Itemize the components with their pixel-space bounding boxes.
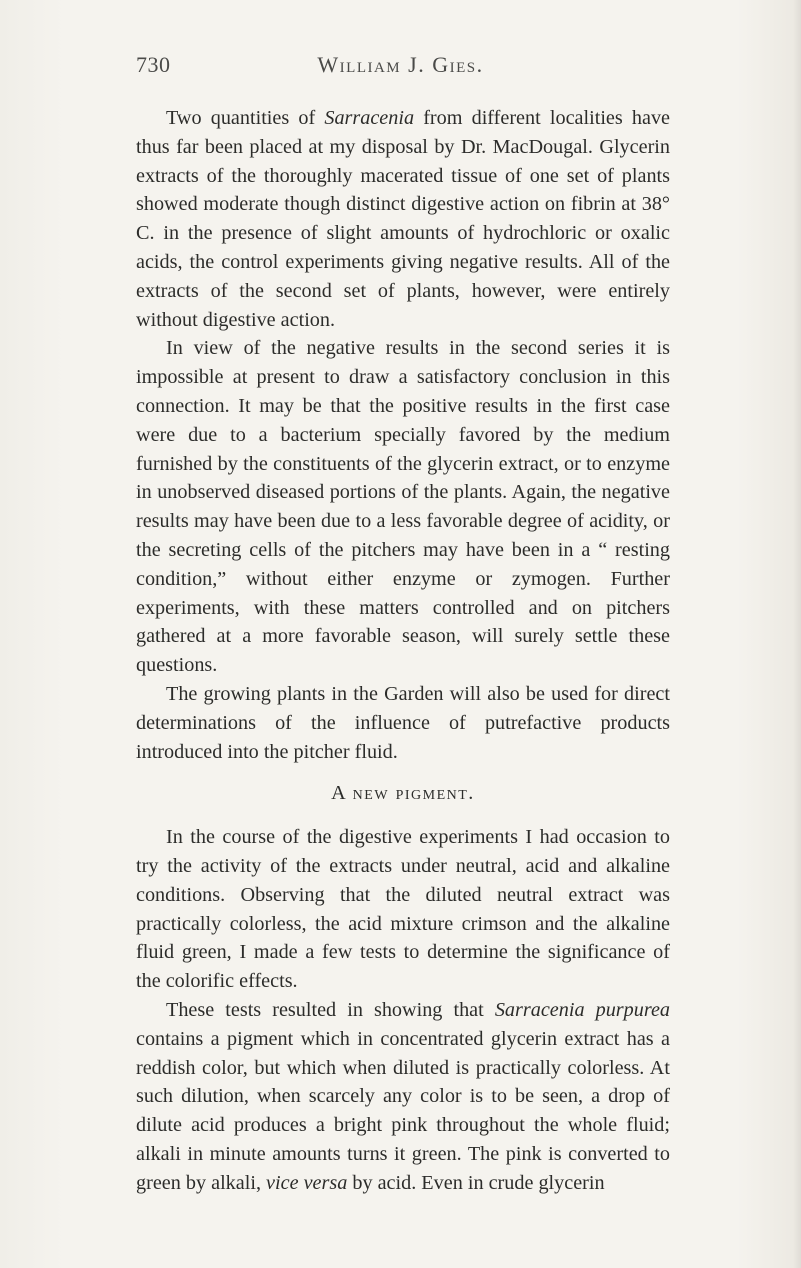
running-head-author: William J. Gies. [317, 52, 484, 77]
running-head [0, 52, 801, 84]
page-number: 730 [136, 52, 171, 77]
paragraph-text: from different localities have thus far been placed at my disposal by Dr. MacDougal. Glycerin extracts of the thoroughly macerated tissue of one set of plants showed moderate though distinct digestive action on fibrin at 38° C. in the presence of slight amounts of hydrochloric or oxalic acids, the control experiments giving negative results. All of the extracts of the second set of plants, however, were entirely without digestive action. [136, 107, 670, 331]
species-name: Sarracenia [324, 107, 415, 129]
paragraph-text: contains a pigment which in concentrated glycerin extract has a reddish color, but which when diluted is practically colorless. At such dilution, when scarcely any color is to be seen, a drop of dilute acid produces a bright pink throughout the whole fluid; alkali in minute amounts turns it green. The pink is converted to green by alkali, [136, 1027, 670, 1194]
paragraph-pigment-tests [136, 996, 670, 1198]
species-name: Sarracenia purpurea [494, 998, 671, 1021]
paragraph-sarracenia-quantities [136, 104, 670, 334]
paragraph-text: These tests resulted in showing that [166, 998, 495, 1021]
body-text [136, 104, 670, 1197]
paragraph-negative-results: In view of the negative results in the second series it is impossible at present to draw a satisfactory conclusion in this connection. It may be that the positive results in the first case were due to a bacterium specially favored by the medium furnished by the constituents of the glycerin extract, or to enzyme in unobserved diseased portions of the plants. Again, the negative results may have been due to a less favorable degree of acidity, or the secreting cells of the pitchers may have been in a “ resting condition,” without either enzyme or zymogen. Further experiments, with these matters controlled and on pitchers gathered at a more favorable season, will surely settle these questions. [136, 337, 670, 677]
paragraph-text: by acid. Even in crude glycerin [347, 1171, 605, 1194]
page-edge-shadow [793, 0, 801, 1268]
latin-phrase: vice versa [266, 1171, 348, 1194]
section-heading: A new pigment. [331, 782, 475, 805]
paragraph-text: Two quantities of [166, 107, 325, 129]
paragraph-digestive-experiments: In the course of the digestive experiments I had occasion to try the activity of the extracts under neutral, acid and alkaline conditions. Observing that the diluted neutral extract was practically colorless, the acid mixture crimson and the alkaline fluid green, I made a few tests to determine the significance of the colorific effects. [136, 826, 670, 993]
paragraph-garden-plants: The growing plants in the Garden will also be used for direct determinations of the influence of putrefactive products introduced into the pitcher fluid. [136, 682, 670, 763]
